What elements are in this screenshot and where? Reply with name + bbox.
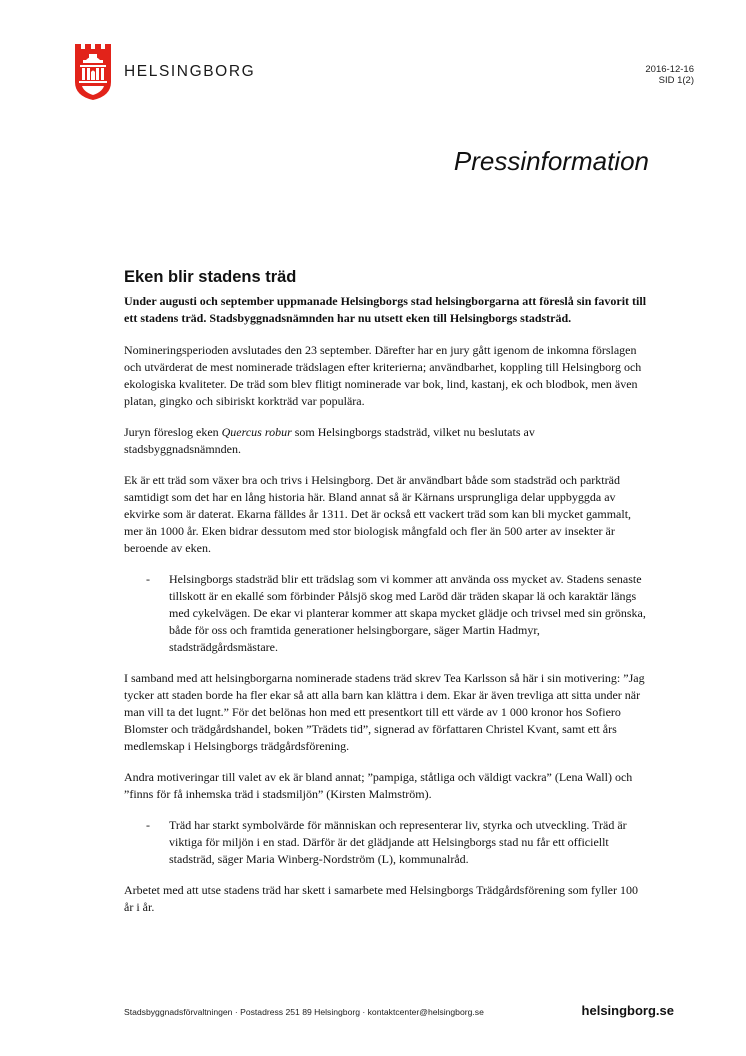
quote-text: Träd har starkt symbolvärde för människan och representerar liv, styrka och utveckling. Träd är viktiga för miljön i en stad. Därför är det glädjande att Helsingborgs stad nu får ett officiellt stadsträd, säger Maria Winberg-Nordström (L), kommunalråd. [169,818,627,866]
footer-website[interactable]: helsingborg.se [581,1003,674,1018]
paragraph: Nomineringsperioden avslutades den 23 september. Därefter har en jury gått igenom de inkomna förslagen och utvärderat de mest nominerade trädslagen efter kriterierna; användbarhet, koppling till Helsingborg och ekologiska kvaliteter. De träd som blev flitigt nominerade var bok, lind, kastanj, ek och blodbok, men även platan, gingko och sibiriskt korkträd var populära. [124,343,642,408]
paragraph: Arbetet med att utse stadens träd har skett i samarbete med Helsingborgs Trädgårdsförening som fyller 100 år i år. [124,883,638,914]
paragraph: Andra motiveringar till valet av ek är bland annat; ”pampiga, ståtliga och väldigt vackra” (Lena Wall) och ”finns för få inhemska träd i stadsmiljön” (Kirsten Malmström). [124,770,633,801]
quote-item [146,817,650,868]
helsingborg-logo [74,44,112,100]
quote-item [146,571,650,656]
bullet-dash: - [146,818,150,832]
document-meta [645,64,694,86]
footer-address: Stadsbyggnadsförvaltningen · Postadress 251 89 Helsingborg · kontaktcenter@helsingborg.se [124,1007,484,1017]
document-type: Pressinformation [453,146,649,176]
quote-text: Helsingborgs stadsträd blir ett trädslag som vi kommer att använda oss mycket av. Stadens senaste tillskott är en ekallé som förbinder Pålsjö skog med Laröd där träden skapar lä och karaktär längs med cykelvägen. De ekar vi planterar kommer att skapa mycket glädje och trivsel med sin grönska, både för oss och framtida generationer helsingborgare, säger Martin Hadmyr, stadsträdgårdsmästare. [169,572,646,654]
paragraph: I samband med att helsingborgarna nominerade stadens träd skrev Tea Karlsson så här i sin motivering: ”Jag tycker att staden borde ha fler ekar så att alla barn kan klättra i dem. Ekar är även trevliga att sitta under när man vill ta det lugnt.” För det belönas hon med ett presentkort till ett värde av 1 000 kronor hos Sofiero Blomster och trädgårdshandel, boken ”Trädets tid”, signerad av författaren Christel Kvant, samt ett års medlemskap i Helsingborgs trädgårdsförening. [124,671,645,753]
article-title: Eken blir stadens träd [124,268,297,286]
bullet-dash: - [146,572,150,586]
brand-name: HELSINGBORG [124,63,256,80]
page-number: SID 1(2) [658,75,694,86]
paragraph: Ek är ett träd som växer bra och trivs i Helsingborg. Det är användbart både som stadsträd och parkträd samtidigt som det har en lång historia här. Bland annat så är Kärnans ursprungliga delar uppbyggda av ekvirke som är daterat. Ekarna fälldes år 1311. Det är också ett vackert träd som kan bli mycket gammalt, mer än 1000 år. Eken bidrar dessutom med stor biologisk mångfald och fler än 500 arter av insekter är beroende av eken. [124,473,632,555]
paragraph: Juryn föreslog eken Quercus robur som Helsingborgs stadsträd, vilket nu beslutats av stadsbyggnadsnämnden. [124,425,535,456]
document-date: 2016-12-16 [645,64,694,75]
article [124,268,650,930]
article-lead: Under augusti och september uppmanade Helsingborgs stad helsingborgarna att föreslå sin favorit till ett stadens träd. Stadsbyggnadsnämnden har nu utsett eken till Helsingborgs stadsträd. [124,294,647,325]
species-name: Quercus robur [221,425,292,439]
